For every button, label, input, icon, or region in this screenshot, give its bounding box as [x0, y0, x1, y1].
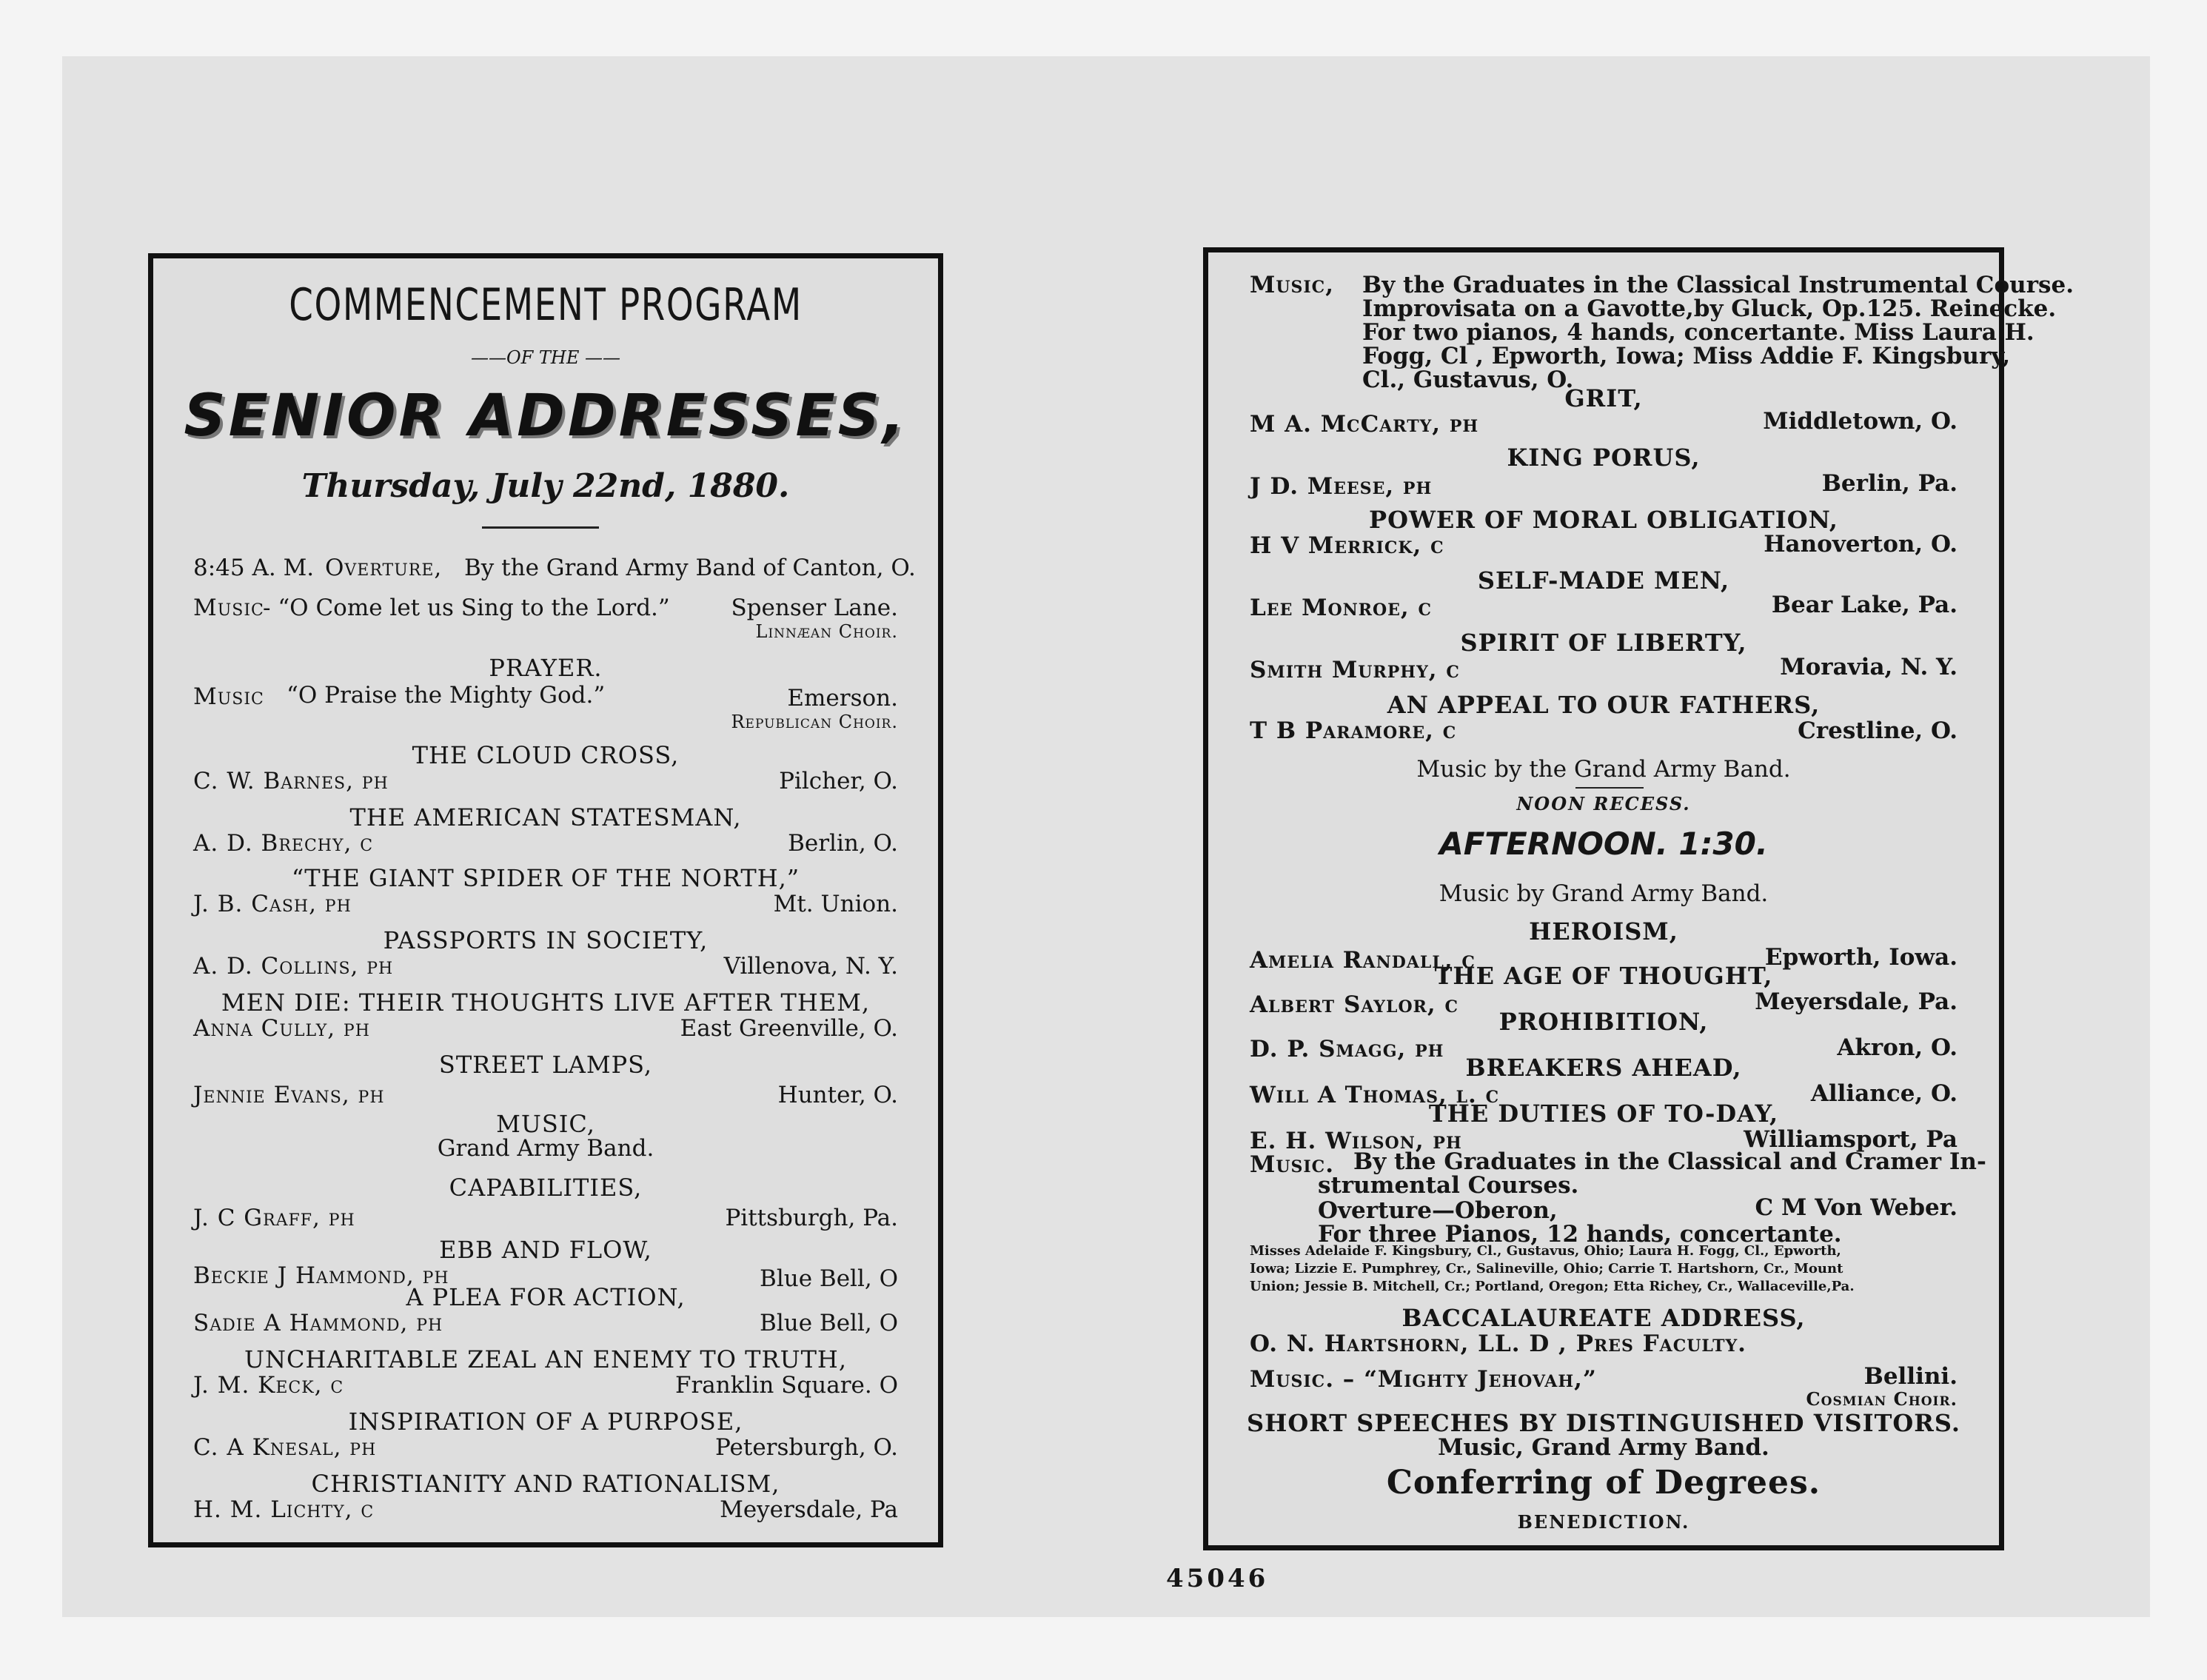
music-description: Overture—Oberon, [1318, 1197, 1558, 1224]
speaker-name: E. H. Wilson, ph [1250, 1128, 1462, 1154]
speaker-hometown: Petersburgh, O. [715, 1434, 898, 1461]
performers-list: Misses Adelaide F. Kingsbury, Cl., Gustavus, Ohio; Laura H. Fogg, Cl., Epworth, [1250, 1243, 1841, 1259]
speaker-name: J. C Graff, ph [193, 1205, 355, 1231]
address-title: STREET LAMPS, [438, 1051, 653, 1079]
speaker-hometown: Blue Bell, O [760, 1310, 898, 1336]
speaker-hometown: Meyersdale, Pa [720, 1496, 898, 1523]
overture-label: Overture, [325, 555, 443, 581]
address-title: BREAKERS AHEAD, [1465, 1054, 1742, 1082]
address-title: “THE GIANT SPIDER OF THE NORTH,” [291, 864, 800, 892]
address-title: PASSPORTS IN SOCIETY, [383, 926, 709, 954]
speaker-hometown: Epworth, Iowa. [1764, 944, 1958, 971]
senior-addresses-title: SENIOR ADDRESSES, [184, 383, 908, 449]
speaker-name: J D. Meese, ph [1250, 473, 1433, 500]
music-composer: Emerson. [787, 685, 898, 712]
speaker-name: A. D. Brechy, c [193, 830, 374, 857]
performers-list: Iowa; Lizzie E. Pumphrey, Cr., Salineville, Ohio; Carrie T. Hartshorn, Cr., Mount [1250, 1261, 1843, 1276]
address-title: GRIT, [1564, 384, 1643, 412]
band-note: Music by the Grand Army Band. [1416, 756, 1791, 783]
speaker-name: O. N. Hartshorn, LL. D , Pres Faculty. [1250, 1331, 1746, 1357]
music-description: Fogg, Cl , Epworth, Iowa; Miss Addie F. Kingsbury, [1362, 343, 2011, 369]
music-description: For three Pianos, 12 hands, concertante. [1318, 1221, 1842, 1248]
speaker-hometown: Bear Lake, Pa. [1771, 592, 1958, 618]
speaker-name: Jennie Evans, ph [193, 1082, 385, 1108]
music-title: Music. – “Mighty Jehovah,” [1250, 1366, 1597, 1393]
music-label: Music. [1250, 1151, 1334, 1178]
speaker-name: M A. McCarty, ph [1250, 411, 1479, 438]
music-label: Music [193, 595, 264, 621]
recess-divider [1575, 787, 1644, 789]
speaker-hometown: Villenova, N. Y. [723, 953, 898, 980]
overture-time: 8:45 A. M. [193, 555, 315, 581]
benediction: BENEDICTION. [1517, 1511, 1690, 1533]
music-composer: Bellini. [1863, 1363, 1958, 1390]
speaker-name: Will A Thomas, l. c [1250, 1082, 1500, 1108]
speaker-hometown: Hunter, O. [777, 1082, 898, 1108]
speaker-name: Sadie A Hammond, ph [193, 1310, 443, 1336]
program-date: Thursday, July 22nd, 1880. [301, 467, 790, 505]
speaker-hometown: Moravia, N. Y. [1780, 654, 1958, 680]
address-title: MEN DIE: THEIR THOUGHTS LIVE AFTER THEM, [221, 988, 871, 1017]
address-title: KING PORUS, [1507, 444, 1701, 472]
speaker-hometown: Meyersdale, Pa. [1755, 988, 1958, 1015]
speaker-name: Amelia Randall, c [1250, 947, 1476, 974]
address-title: SELF-MADE MEN, [1477, 566, 1730, 595]
speaker-name: Anna Cully, ph [193, 1015, 370, 1042]
speaker-name: H. M. Lichty, c [193, 1496, 375, 1523]
program-page-right [1203, 247, 2074, 1550]
choir-name: Republican Choir. [731, 712, 898, 732]
speaker-name: T B Paramore, c [1250, 717, 1457, 744]
address-title: CAPABILITIES, [449, 1174, 643, 1202]
speaker-name: Lee Monroe, c [1250, 595, 1433, 621]
speaker-hometown: Middletown, O. [1763, 408, 1958, 435]
band-name: Grand Army Band. [437, 1135, 654, 1162]
speaker-hometown: Blue Bell, O [760, 1265, 898, 1292]
music-label: Music, [1250, 272, 1334, 298]
band-note: Music by Grand Army Band. [1439, 880, 1769, 907]
address-title: INSPIRATION OF A PURPOSE, [348, 1408, 743, 1436]
prayer-heading: PRAYER. [489, 654, 603, 682]
music-label: Music [193, 683, 264, 710]
address-title: UNCHARITABLE ZEAL AN ENEMY TO TRUTH, [244, 1345, 847, 1373]
speaker-hometown: Hanoverton, O. [1764, 531, 1958, 558]
choir-name: Cosmian Choir. [1806, 1388, 1958, 1410]
address-title: THE AMERICAN STATESMAN, [349, 803, 742, 831]
music-description: Improvisata on a Gavotte,by Gluck, Op.125. Reinecke. [1362, 295, 2057, 322]
address-title: HEROISM, [1529, 917, 1678, 946]
choir-name: Linnæan Choir. [755, 621, 898, 642]
speaker-name: J. B. Cash, ph [193, 891, 352, 917]
music-composer: C M Von Weber. [1755, 1194, 1958, 1221]
music-description: Cl., Gustavus, O. [1362, 367, 1574, 393]
title-divider [482, 526, 599, 529]
speaker-name: Beckie J Hammond, ph [193, 1262, 449, 1289]
speaker-name: H V Merrick, c [1250, 532, 1444, 559]
speaker-name: C. W. Barnes, ph [193, 768, 389, 794]
speaker-hometown: East Greenville, O. [680, 1015, 898, 1042]
speaker-name: A. D. Collins, ph [193, 953, 394, 980]
overture-text: By the Grand Army Band of Canton, O. [464, 555, 916, 581]
address-title: CHRISTIANITY AND RATIONALISM, [311, 1470, 780, 1498]
music-title: - “O Come let us Sing to the Lord.” [263, 595, 670, 621]
address-title: SPIRIT OF LIBERTY, [1460, 629, 1747, 657]
speaker-name: Smith Murphy, c [1250, 657, 1460, 683]
speaker-hometown: Akron, O. [1837, 1034, 1958, 1061]
address-title: THE DUTIES OF TO-DAY, [1428, 1100, 1779, 1128]
address-title: POWER OF MORAL OBLIGATION, [1369, 506, 1838, 534]
baccalaureate-heading: BACCALAUREATE ADDRESS, [1401, 1304, 1806, 1332]
music-description: By the Graduates in the Classical and Cramer In- [1353, 1148, 1986, 1175]
program-title: COMMENCEMENT PROGRAM [289, 279, 803, 331]
afternoon-heading: AFTERNOON. 1:30. [1439, 826, 1768, 862]
of-the-line: ——OF THE —— [470, 347, 621, 368]
music-description: For two pianos, 4 hands, concertante. Miss Laura H. [1362, 319, 2034, 346]
speaker-hometown: Williamsport, Pa [1744, 1126, 1958, 1153]
speaker-hometown: Pilcher, O. [779, 768, 898, 794]
speaker-name: Albert Saylor, c [1250, 991, 1459, 1018]
music-description: strumental Courses. [1318, 1172, 1579, 1199]
music-composer: Spenser Lane. [731, 595, 898, 621]
speaker-hometown: Alliance, O. [1810, 1080, 1958, 1107]
speaker-hometown: Berlin, O. [788, 830, 898, 857]
performers-list: Union; Jessie B. Mitchell, Cr.; Portland, Oregon; Etta Richey, Cr., Wallaceville,Pa. [1250, 1279, 1855, 1294]
speaker-name: J. M. Keck, c [193, 1372, 344, 1399]
speaker-hometown: Mt. Union. [773, 891, 898, 917]
program-page-left [148, 253, 943, 1547]
speaker-name: D. P. Smagg, ph [1250, 1036, 1444, 1062]
speaker-hometown: Franklin Square. O [674, 1372, 898, 1399]
music-title: “O Praise the Mighty God.” [287, 682, 606, 709]
speaker-hometown: Pittsburgh, Pa. [725, 1205, 898, 1231]
speeches-heading: SHORT SPEECHES BY DISTINGUISHED VISITORS. [1247, 1409, 1960, 1437]
address-title: EBB AND FLOW, [439, 1236, 652, 1264]
address-title: PROHIBITION, [1498, 1008, 1709, 1036]
address-title: THE CLOUD CROSS, [412, 741, 680, 769]
address-title: AN APPEAL TO OUR FATHERS, [1387, 691, 1821, 719]
conferring-of-degrees: Conferring of Degrees. [1386, 1464, 1821, 1502]
speaker-name: C. A Knesal, ph [193, 1434, 377, 1461]
address-title: A PLEA FOR ACTION, [406, 1283, 686, 1311]
music-description: By the Graduates in the Classical Instrumental Course. [1362, 272, 2074, 298]
noon-recess: NOON RECESS. [1516, 793, 1691, 814]
catalog-number: 45046 [1166, 1564, 1269, 1593]
speaker-hometown: Crestline, O. [1798, 717, 1958, 744]
speaker-hometown: Berlin, Pa. [1821, 470, 1958, 497]
address-title: THE AGE OF THOUGHT, [1434, 962, 1773, 990]
band-note: Music, Grand Army Band. [1438, 1434, 1769, 1461]
music-heading: MUSIC, [496, 1110, 595, 1138]
